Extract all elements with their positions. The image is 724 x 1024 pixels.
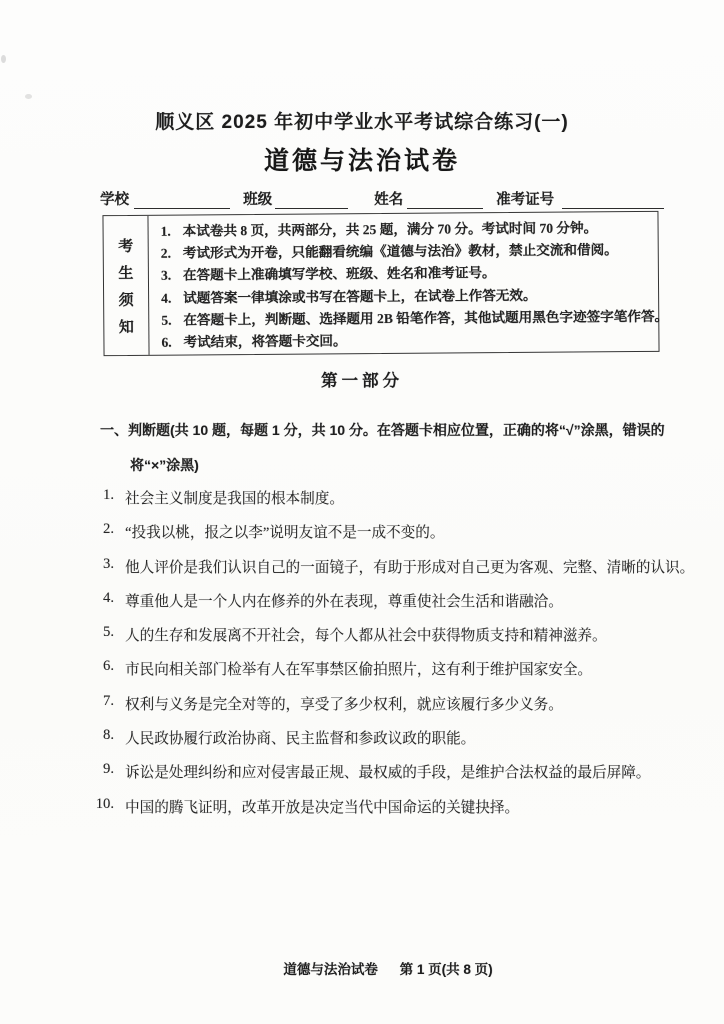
notice-side-char: 生 xyxy=(118,265,134,282)
admission-no-label: 准考证号 xyxy=(496,192,555,208)
question-row xyxy=(88,693,688,727)
notice-side-label xyxy=(103,216,149,355)
question-row xyxy=(88,521,688,555)
question-text: “投我以桃，报之以李”说明友谊不是一成不变的。 xyxy=(125,525,445,542)
notice-item-text: 考试结束，将答题卡交回。 xyxy=(183,333,347,350)
question-text: 人民政协履行政治协商、民主监督和参政议政的职能。 xyxy=(125,731,476,748)
question-row xyxy=(88,796,688,830)
question-number: 5. xyxy=(103,624,114,641)
notice-item-number: 3. xyxy=(160,268,172,284)
admission-no-blank-line xyxy=(562,192,664,209)
question-number: 2. xyxy=(103,521,114,538)
question-list xyxy=(88,487,695,830)
question-text: 市民向相关部门检举有人在军事禁区偷拍照片，这有利于维护国家安全。 xyxy=(125,662,593,679)
question-row xyxy=(88,624,688,658)
section-one-title: 第一部分 xyxy=(321,372,403,390)
notice-item-number: 1. xyxy=(160,223,171,239)
question-number: 8. xyxy=(103,727,114,744)
notice-side-char: 考 xyxy=(118,238,134,255)
question-number: 6. xyxy=(103,658,114,675)
candidate-info-row xyxy=(100,188,664,209)
name-blank-line xyxy=(407,192,483,209)
question-number: 9. xyxy=(103,761,114,778)
question-text: 人的生存和发展离不开社会，每个人都从社会中获得物质支持和精神滋养。 xyxy=(125,628,607,645)
notice-item-number: 5. xyxy=(161,312,172,328)
school-blank-line xyxy=(134,192,230,209)
class-label: 班级 xyxy=(243,192,273,208)
question-row xyxy=(88,487,688,521)
notice-item-text: 考试形式为开卷，只能翻看统编《道德与法治》教材，禁止交流和借阅。 xyxy=(182,242,618,261)
notice-item-text: 在答题卡上准确填写学校、班级、姓名和准考证号。 xyxy=(182,265,496,283)
notice-side-char: 知 xyxy=(118,319,134,336)
judgment-questions-heading-line2: 将“×”涂黑) xyxy=(130,457,199,473)
question-text: 诉讼是处理纠纷和应对侵害最正规、最权威的手段，是维护合法权益的最后屏障。 xyxy=(125,765,651,782)
notice-item-list xyxy=(148,212,668,355)
name-label: 姓名 xyxy=(374,192,404,208)
scan-artifact xyxy=(25,94,32,99)
question-text: 社会主义制度是我国的根本制度。 xyxy=(125,491,344,507)
notice-item-text: 在答题卡上，判断题、选择题用 2B 铅笔作答，其他试题用黑色字迹签字笔作答。 xyxy=(183,308,669,328)
question-row xyxy=(88,555,695,590)
notice-item xyxy=(161,305,668,331)
candidate-notice-box xyxy=(102,211,669,356)
question-row xyxy=(88,727,688,761)
question-row xyxy=(88,761,688,795)
question-text: 尊重他人是一个人内在修养的外在表现，尊重使社会生活和谐融洽。 xyxy=(125,593,563,610)
question-text: 他人评价是我们认识自己的一面镜子，有助于形成对自己更为客观、完整、清晰的认识。 xyxy=(125,559,695,576)
notice-item xyxy=(161,328,668,354)
notice-item xyxy=(161,239,668,265)
question-text: 中国的腾飞证明，改革开放是决定当代中国命运的关键抉择。 xyxy=(125,799,520,816)
footer-page-indicator: 第 1 页(共 8 页) xyxy=(399,962,493,977)
notice-side-char: 须 xyxy=(118,292,134,309)
question-text: 权利与义务是完全对等的，享受了多少权利，就应该履行多少义务。 xyxy=(125,696,563,713)
exam-session-title: 顺义区 2025 年初中学业水平考试综合练习(一) xyxy=(155,112,569,133)
notice-item-text: 试题答案一律填涂或书写在答题卡上，在试卷上作答无效。 xyxy=(183,287,537,306)
question-row xyxy=(88,658,688,692)
notice-item-text: 本试卷共 8 页，共两部分，共 25 题，满分 70 分。考试时间 70 分钟。 xyxy=(182,220,598,239)
class-blank-line xyxy=(275,192,348,209)
school-label: 学校 xyxy=(100,192,129,208)
footer-paper-name: 道德与法治试卷 xyxy=(283,962,378,977)
notice-item-number: 6. xyxy=(161,334,172,350)
page-footer xyxy=(26,958,724,978)
question-number: 3. xyxy=(103,555,114,572)
notice-item-number: 2. xyxy=(160,245,172,261)
question-number: 1. xyxy=(103,487,114,503)
question-number: 4. xyxy=(103,589,114,606)
question-row xyxy=(88,590,688,624)
question-number: 10. xyxy=(95,795,114,812)
scan-artifact xyxy=(1,55,6,63)
paper-title: 道德与法治试卷 xyxy=(263,147,460,175)
judgment-questions-heading-line1: 一、判断题(共 10 题，每题 1 分，共 10 分。在答题卡相应位置，正确的将“√”涂黑，错误的 xyxy=(100,422,665,438)
notice-item-number: 4. xyxy=(161,290,172,306)
question-number: 7. xyxy=(103,692,114,709)
